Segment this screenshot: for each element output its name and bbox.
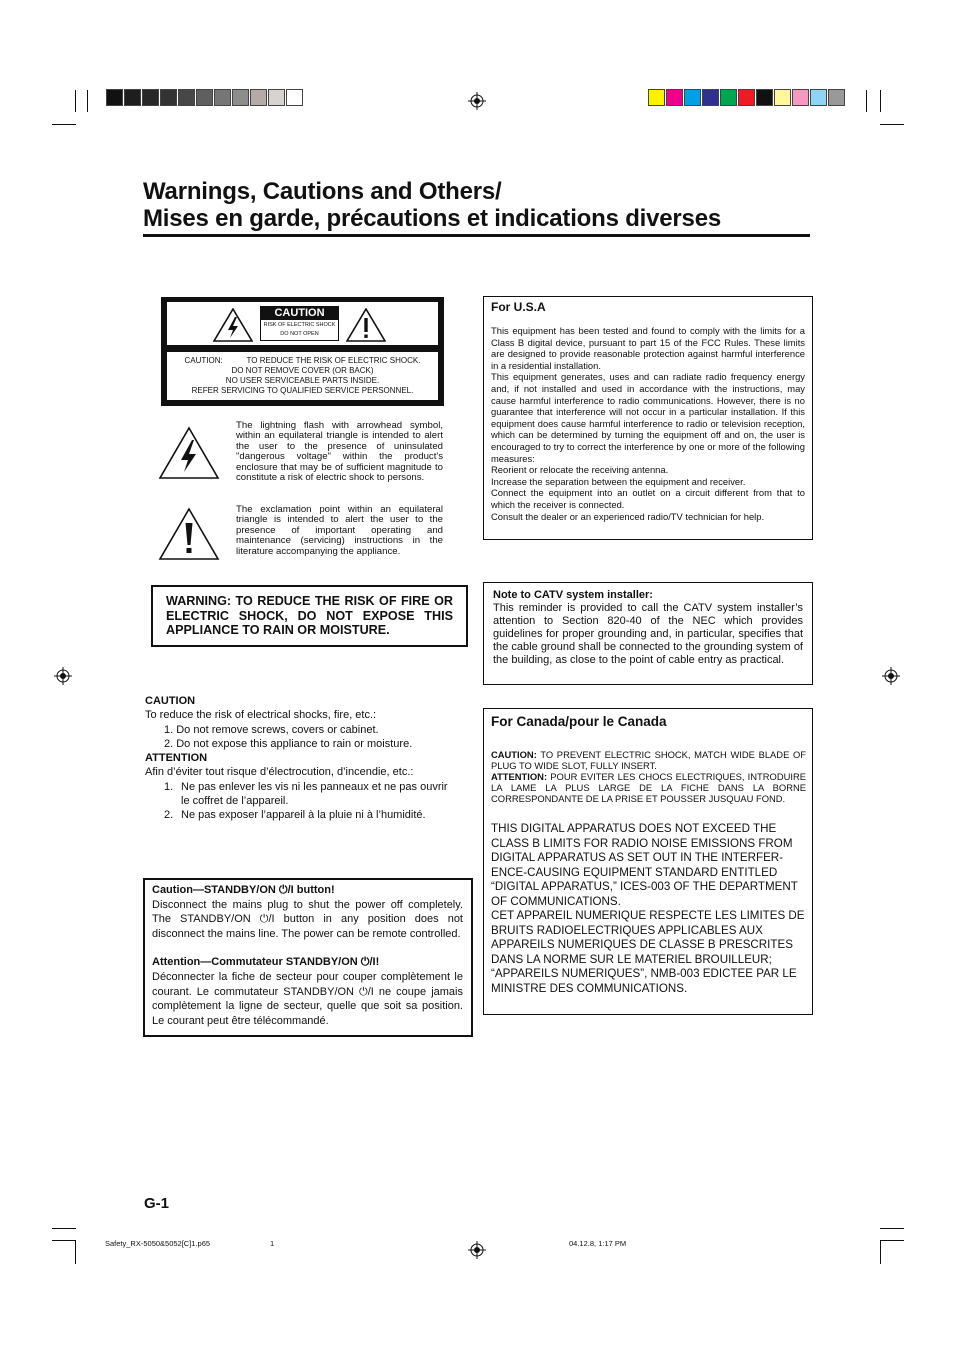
- list-item: [145, 780, 465, 809]
- caution-list: [145, 723, 465, 752]
- crop-mark: [87, 90, 88, 112]
- standby-heading: Caution—STANDBY/ON ⏻/I button!: [152, 884, 335, 896]
- color-swatch: [684, 89, 701, 106]
- color-swatch: [738, 89, 755, 106]
- lightning-triangle-icon: [158, 426, 220, 480]
- caution-label-line3: NO USER SERVICEABLE PARTS INSIDE.: [225, 376, 380, 385]
- list-number: 1.: [164, 780, 174, 793]
- caution-intro: To reduce the risk of electrical shocks, fire, etc.:: [145, 709, 377, 722]
- gray-swatch: [232, 89, 249, 106]
- standby-fr-heading: Attention—Commutateur STANDBY/ON ⏻/I!: [152, 956, 380, 969]
- color-swatch: [792, 89, 809, 106]
- canada-en-statement: THIS DIGITAL APPARATUS DOES NOT EXCEED THE CLASS B LIMITS FOR RADIO NOISE EMISSIONS FROM DIGITAL APPARATUS AS SET OUT IN THE INTERFER-ENCE-CAUSING EQUIPMENT STANDARD ENTITLED “DIGITAL APPARATUS,” ICES-003 OF THE DEPARTMENT OF COMMUNICATIONS.: [491, 822, 798, 908]
- gray-swatch: [250, 89, 267, 106]
- canada-fr-statement: CET APPAREIL NUMERIQUE RESPECTE LES LIMITES DE BRUITS RADIOELECTRIQUES APPLICABLES AUX APPAREILS NUMERIQUES DE CLASSE B PRESCRITES DANS LA NORME SUR LE MATERIEL BROUILLEUR; “APPAREILS NUMERIQUES”, NMB-003 EDICTEE PAR LE MINISTRE DES COMMUNICATIONS.: [491, 909, 805, 995]
- footer-timestamp: 04.12.8, 1:17 PM: [569, 1239, 627, 1248]
- usa-measure-4: Consult the dealer or an experienced radio/TV technician for help.: [491, 510, 765, 522]
- canada-box-content: [491, 713, 806, 996]
- usa-paragraph-1: This equipment has been tested and found to comply with the limits for a Class B digital device, pursuant to part 15 of the FCC Rules. These limits are designed to provide reasonable protection against harmful interference in a residential installation.: [491, 325, 805, 371]
- attention-item-2: Ne pas exposer l’appareil à la pluie ni à l’humidité.: [181, 809, 426, 822]
- usa-heading: For U.S.A: [491, 300, 546, 314]
- crop-mark: [75, 1240, 76, 1264]
- exclamation-triangle-icon: [158, 507, 220, 561]
- gray-swatch: [268, 89, 285, 106]
- footer-page: 1: [270, 1239, 275, 1248]
- lightning-triangle-icon: [213, 308, 253, 342]
- color-swatch: [720, 89, 737, 106]
- gray-swatch: [196, 89, 213, 106]
- standby-box-content: [152, 883, 463, 1028]
- warning-text: WARNING: TO REDUCE THE RISK OF FIRE OR ELECTRIC SHOCK, DO NOT EXPOSE THIS APPLIANCE TO RAIN OR MOISTURE.: [166, 594, 453, 638]
- caution-label-sub2: DO NOT OPEN: [280, 331, 319, 337]
- gray-swatch: [286, 89, 303, 106]
- color-swatch: [648, 89, 665, 106]
- caution-label-sub1: RISK OF ELECTRIC SHOCK: [263, 322, 336, 328]
- crop-mark: [880, 90, 881, 112]
- canada-heading: For Canada/pour le Canada: [491, 714, 667, 729]
- canada-caution: [491, 749, 806, 771]
- crop-mark: [866, 90, 867, 112]
- color-swatch: [666, 89, 683, 106]
- canada-attention-text: POUR EVITER LES CHOCS ELECTRIQUES, INTRODUIRE LA LAME LA PLUS LARGE DE LA FICHE DANS LA BORNE CORRESPONDANTE DE LA PRISE ET POUSSER JUSQUAU FOND.: [491, 771, 806, 804]
- crop-mark: [880, 1228, 904, 1229]
- list-item: 2. Do not expose this appliance to rain or moisture.: [164, 737, 413, 750]
- color-swatch: [774, 89, 791, 106]
- standby-body: Disconnect the mains plug to shut the power off completely. The STANDBY/ON ⏻/I button in any position does not disconnect the mains line. The power can be remote controlled.: [152, 898, 463, 940]
- list-number: 2.: [164, 809, 174, 822]
- caution-heading: CAUTION: [145, 695, 196, 707]
- gray-swatch: [106, 89, 123, 106]
- usa-paragraph-2: This equipment generates, uses and can radiate radio frequency energy and, if not installed and used in accordance with the instructions, may cause harmful interference to radio communications. However, there is no guarantee that interference will not occur in a particular installation. If this equipment does cause harmful interference to radio or television reception, which can be determined by turning the equipment off and on, the user is encouraged to try to correct the interference by one or more of the following measures:: [491, 371, 805, 464]
- usa-box-content: [491, 300, 805, 522]
- caution-label-line1a: CAUTION:: [184, 356, 223, 365]
- page-number: G-1: [144, 1195, 170, 1212]
- canada-attention-label: ATTENTION:: [491, 771, 548, 782]
- page-title: [143, 178, 721, 232]
- canada-attention: [491, 771, 806, 804]
- caution-label-text: [167, 352, 438, 400]
- caution-label-line1b: TO REDUCE THE RISK OF ELECTRIC SHOCK.: [246, 356, 421, 365]
- crop-mark: [52, 124, 76, 125]
- color-swatch: [828, 89, 845, 106]
- list-item: 1. Do not remove screws, covers or cabinet.: [164, 723, 379, 736]
- caution-label-line4: REFER SERVICING TO QUALIFIED SERVICE PERSONNEL.: [191, 386, 414, 395]
- title-rule: [143, 234, 810, 237]
- caution-label-header: CAUTION: [261, 307, 338, 320]
- crop-mark: [880, 124, 904, 125]
- catv-heading: Note to CATV system installer:: [493, 589, 653, 601]
- caution-label-center: [260, 306, 339, 341]
- usa-measure-3: Connect the equipment into an outlet on a circuit different from that to which the receiver is connected.: [491, 487, 805, 510]
- title-line-1: Warnings, Cautions and Others/: [143, 178, 502, 205]
- exclamation-triangle-icon: [346, 308, 386, 342]
- title-line-2: Mises en garde, précautions et indications diverses: [143, 205, 721, 232]
- color-swatch: [702, 89, 719, 106]
- exclamation-symbol-text: The exclamation point within an equilateral triangle is intended to alert the user to the presence of important operating and maintenance (servicing) instructions in the literature accompanying the appliance.: [236, 504, 443, 557]
- gray-swatch: [142, 89, 159, 106]
- color-swatch: [810, 89, 827, 106]
- registration-mark-icon: [468, 1241, 486, 1259]
- registration-mark-icon: [882, 667, 900, 685]
- gray-swatch: [178, 89, 195, 106]
- registration-mark-icon: [54, 667, 72, 685]
- caution-section: [145, 694, 465, 823]
- catv-body: This reminder is provided to call the CATV system installer’s attention to Section 820-40 of the NEC which provides guidelines for proper grounding and, in particular, specifies that the cable ground shall be connected to the grounding system of the building, as close to the point of cable entry as practical.: [493, 602, 803, 666]
- gray-swatch: [124, 89, 141, 106]
- usa-measure-2: Increase the separation between the equipment and receiver.: [491, 475, 746, 487]
- registration-mark-icon: [468, 92, 486, 110]
- attention-heading: ATTENTION: [145, 752, 208, 765]
- gray-swatch: [214, 89, 231, 106]
- catv-box-content: [493, 588, 803, 667]
- usa-measure-1: Reorient or relocate the receiving antenna.: [491, 464, 669, 476]
- crop-mark: [75, 90, 76, 112]
- list-item: [145, 808, 465, 822]
- color-swatch: [756, 89, 773, 106]
- footer-filename: Safety_RX-5050&5052[C]1.p65: [105, 1239, 211, 1248]
- crop-mark: [52, 1240, 76, 1241]
- canada-caution-label: CAUTION:: [491, 749, 537, 760]
- standby-fr-body: Déconnecter la fiche de secteur pour couper complètement le courant. Le commutateur STANDBY/ON ⏻/I ne coupe jamais complètement la ligne de secteur, quelle que soit sa position. Le courant peut être télécommandé.: [152, 970, 463, 1027]
- crop-mark: [52, 1228, 76, 1229]
- caution-label-line2: DO NOT REMOVE COVER (OR BACK): [231, 366, 374, 375]
- lightning-symbol-text: The lightning flash with arrowhead symbol, within an equilateral triangle is intended to alert the user to the presence of uninsulated "dangerous voltage" within the product's enclosure that may be of sufficient magnitude to constitute a risk of electric shock to persons.: [236, 420, 443, 484]
- crop-mark: [880, 1240, 881, 1264]
- attention-item-1: Ne pas enlever les vis ni les panneaux et ne pas ouvrir le coffret de l’appareil.: [181, 780, 448, 808]
- gray-swatch: [160, 89, 177, 106]
- attention-intro: Afin d’éviter tout risque d’électrocution, d’incendie, etc.:: [145, 766, 414, 779]
- canada-caution-text: TO PREVENT ELECTRIC SHOCK, MATCH WIDE BLADE OF PLUG TO WIDE SLOT, FULLY INSERT.: [491, 749, 806, 771]
- crop-mark: [880, 1240, 904, 1241]
